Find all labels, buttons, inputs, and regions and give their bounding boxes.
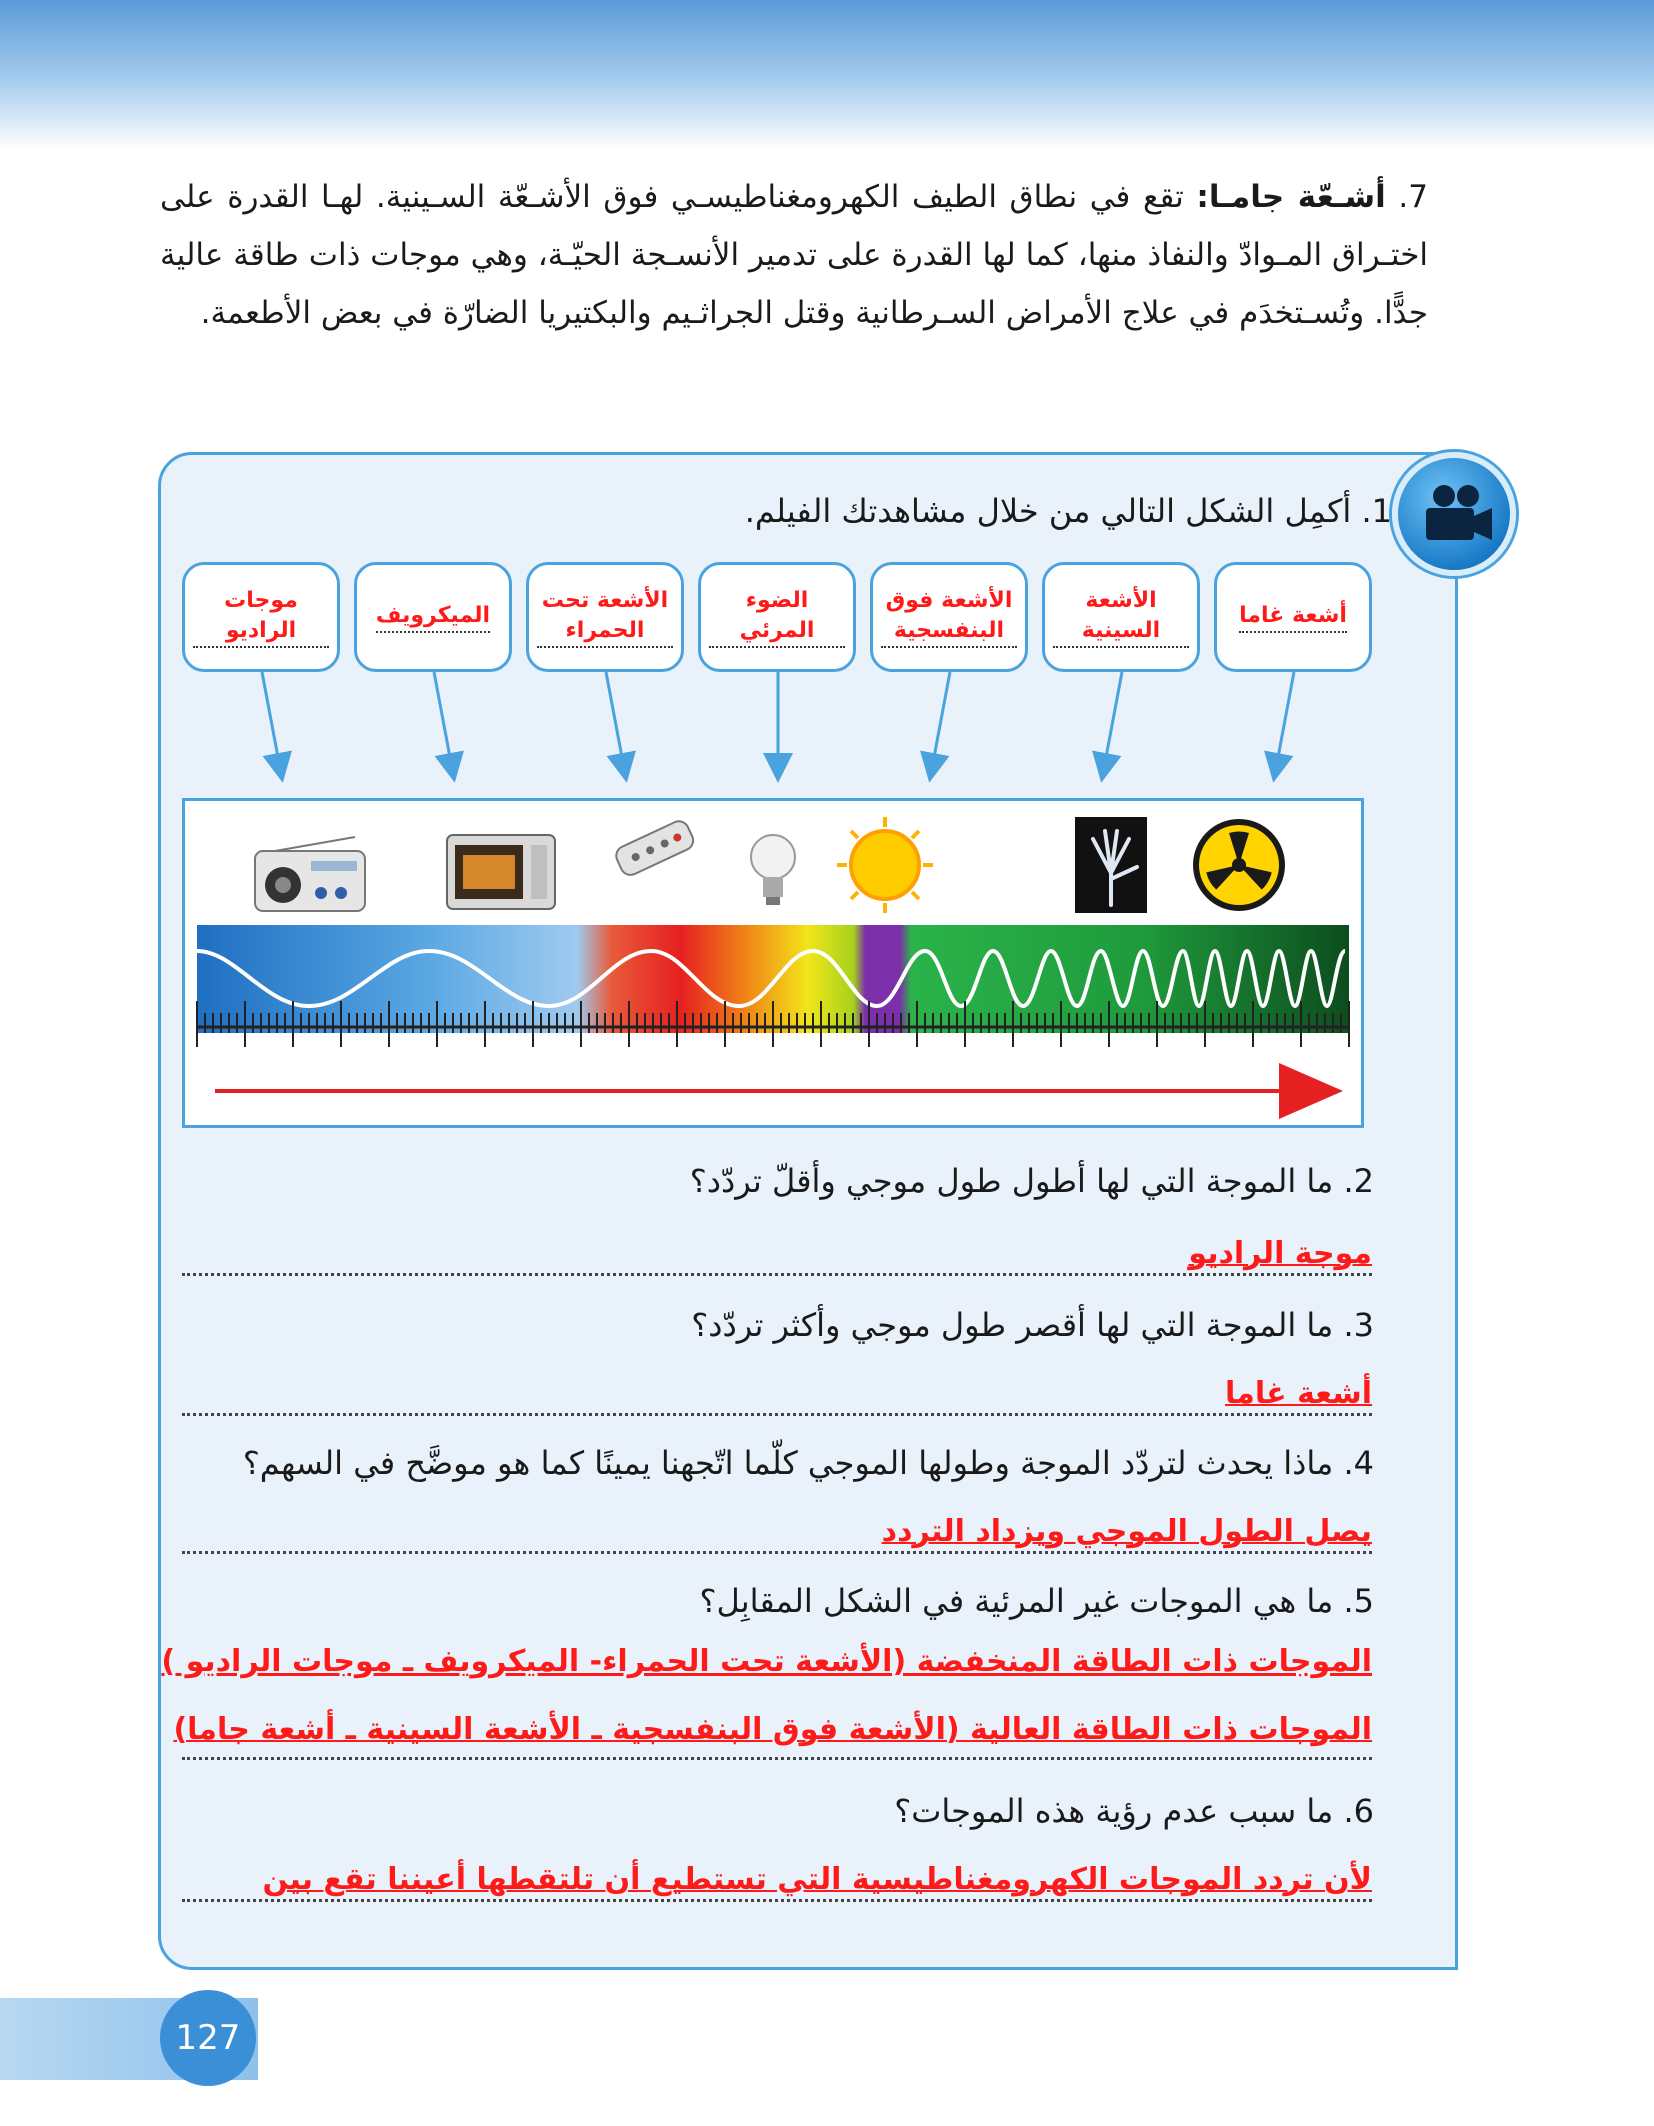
arrow-gamma [1276, 672, 1294, 768]
question-3: 3. ما الموجة التي لها أقصر طول موجي وأكثر تردّد؟ [691, 1306, 1374, 1344]
label-visible[interactable]: الضوء المرئي [698, 562, 856, 672]
arrow-ultraviolet [932, 672, 950, 768]
intro-number: 7. [1398, 179, 1429, 215]
film-camera-icon [1392, 452, 1516, 576]
answer-5-line-2[interactable]: الموجات ذات الطاقة العالية (الأشعة فوق البنفسجية ـ الأشعة السينية ـ أشعة جاما) [182, 1708, 1372, 1760]
label-xray[interactable]: الأشعة السينية [1042, 562, 1200, 672]
answer-6[interactable]: لأن تردد الموجات الكهرومغناطيسية التي تستطيع أن تلتقطها أعيننا تقع بين [182, 1858, 1372, 1902]
label-microwave[interactable]: الميكرويف [354, 562, 512, 672]
label-gamma[interactable]: أشعة غاما [1214, 562, 1372, 672]
remote-control-icon [613, 818, 696, 878]
label-radio[interactable]: موجات الراديو [182, 562, 340, 672]
question-4: 4. ماذا يحدث لتردّد الموجة وطولها الموجي كلّما اتّجهنا يمينًا كما هو موضَّح في السهم؟ [242, 1444, 1374, 1482]
x-ray-hand-icon [1075, 817, 1147, 913]
top-banner [0, 0, 1654, 150]
answer-4[interactable]: يصل الطول الموجي ويزداد التردد [182, 1510, 1372, 1554]
label-arrows [182, 672, 1364, 792]
light-bulb-icon [751, 835, 795, 905]
answer-5-line-1[interactable]: الموجات ذات الطاقة المنخفضة (الأشعة تحت الحمراء- الميكرويف ـ موجات الراديو ) [161, 1644, 1372, 1679]
question-5: 5. ما هي الموجات غير المرئية في الشكل المقابِل؟ [699, 1582, 1374, 1620]
arrow-radio [262, 672, 280, 768]
spectrum-diagram [182, 798, 1364, 1128]
intro-paragraph [160, 168, 1428, 342]
answer-3[interactable]: أشعة غاما [182, 1372, 1372, 1416]
question-6: 6. ما سبب عدم رؤية هذه الموجات؟ [894, 1792, 1374, 1830]
page-number: 127 [160, 1990, 256, 2086]
arrow-microwave [434, 672, 452, 768]
intro-text: تقع في نطاق الطيف الكهرومغناطيسـي فوق الأشـعّة السـينية. لهـا القدرة على اختـراق المـوادّ والنفاذ منها، كما لها القدرة على تدمير الأنسـجة الحيّـة، وهي موجات ذات طاقة عالية جدًّا. وتُسـتخدَم في علاج الأمراض السـرطانية وقتل الجراثـيم والبكتيريا الضارّة في بعض الأطعمة. [160, 179, 1428, 331]
question-2: 2. ما الموجة التي لها أطول طول موجي وأقلّ تردّد؟ [689, 1162, 1374, 1200]
radiation-icon [1193, 819, 1285, 911]
arrow-infrared [606, 672, 624, 768]
answer-2[interactable]: موجة الراديو [182, 1232, 1372, 1276]
radio-icon [255, 837, 365, 911]
arrow-xray [1104, 672, 1122, 768]
label-ultraviolet[interactable]: الأشعة فوق البنفسجية [870, 562, 1028, 672]
intro-term: أشـعّة جامـا: [1196, 179, 1386, 215]
question-1: 1. أكمِل الشكل التالي من خلال مشاهدتك الفيلم. [744, 492, 1392, 530]
label-infrared[interactable]: الأشعة تحت الحمراء [526, 562, 684, 672]
sun-icon [837, 817, 933, 913]
microwave-icon [447, 835, 555, 909]
